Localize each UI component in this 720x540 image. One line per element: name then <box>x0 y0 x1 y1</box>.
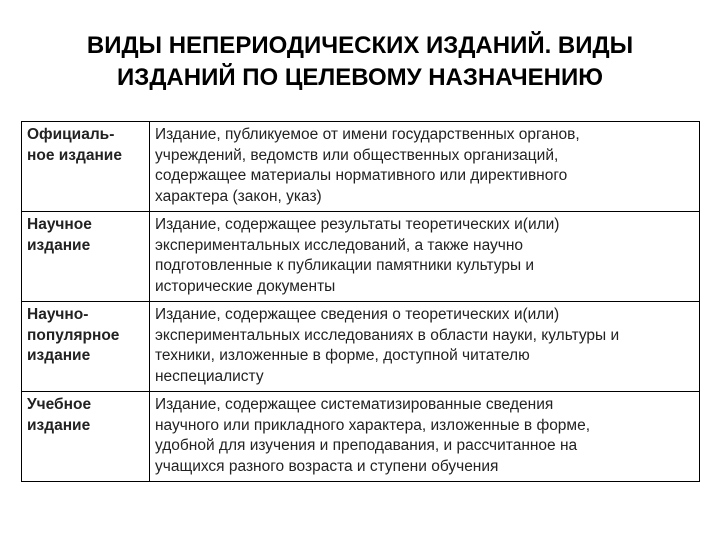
description-line: техники, изложенные в форме, доступной читателю <box>155 347 530 364</box>
term-line: Научно- <box>27 306 89 323</box>
table-row <box>22 302 700 392</box>
description-line: характера (закон, указ) <box>155 187 322 205</box>
title-line-1: ВИДЫ НЕПЕРИОДИЧЕСКИХ ИЗДАНИЙ. ВИДЫ <box>86 32 634 59</box>
term-cell <box>22 122 150 212</box>
term-cell <box>22 392 150 482</box>
term-line: Научное <box>27 216 92 233</box>
description-line: Издание, публикуемое от имени государственных органов, <box>155 126 580 143</box>
term-line: издание <box>27 416 91 434</box>
term-line: Учебное <box>27 396 92 413</box>
term-line: издание <box>27 347 91 364</box>
description-line: экспериментальных исследованиях в области науки, культуры и <box>155 326 620 344</box>
term-cell <box>22 212 150 302</box>
term-line: популярное <box>27 326 120 344</box>
description-cell <box>150 212 700 302</box>
description-line: экспериментальных исследований, а также научно <box>155 236 524 254</box>
definitions-table-body <box>22 122 700 482</box>
description-line: учащихся разного возраста и ступени обучения <box>155 457 499 475</box>
description-line: подготовленные к публикации памятники культуры и <box>155 257 535 274</box>
description-line: Издание, содержащее результаты теоретических и(или) <box>155 216 560 233</box>
definitions-table <box>21 121 700 482</box>
description-line: удобной для изучения и преподавания, и рассчитанное на <box>155 437 578 454</box>
description-line: содержащее материалы нормативного или директивного <box>155 167 568 184</box>
table-row <box>22 122 700 212</box>
table-row <box>22 392 700 482</box>
term-cell <box>22 302 150 392</box>
term-line: Официаль- <box>27 126 115 143</box>
table-row <box>22 212 700 302</box>
description-line: исторические документы <box>155 277 336 295</box>
description-cell <box>150 302 700 392</box>
term-line: ное издание <box>27 146 122 164</box>
description-line: Издание, содержащее систематизированные сведения <box>155 396 554 413</box>
description-cell <box>150 392 700 482</box>
description-line: научного или прикладного характера, изложенные в форме, <box>155 416 591 434</box>
description-cell <box>150 122 700 212</box>
page-title <box>0 30 720 94</box>
term-line: издание <box>27 236 91 254</box>
description-line: учреждений, ведомств или общественных организаций, <box>155 146 559 164</box>
title-line-2: ИЗДАНИЙ ПО ЦЕЛЕВОМУ НАЗНАЧЕНИЮ <box>117 64 603 91</box>
description-line: Издание, содержащее сведения о теоретических и(или) <box>155 306 560 323</box>
description-line: неспециалисту <box>155 367 264 385</box>
